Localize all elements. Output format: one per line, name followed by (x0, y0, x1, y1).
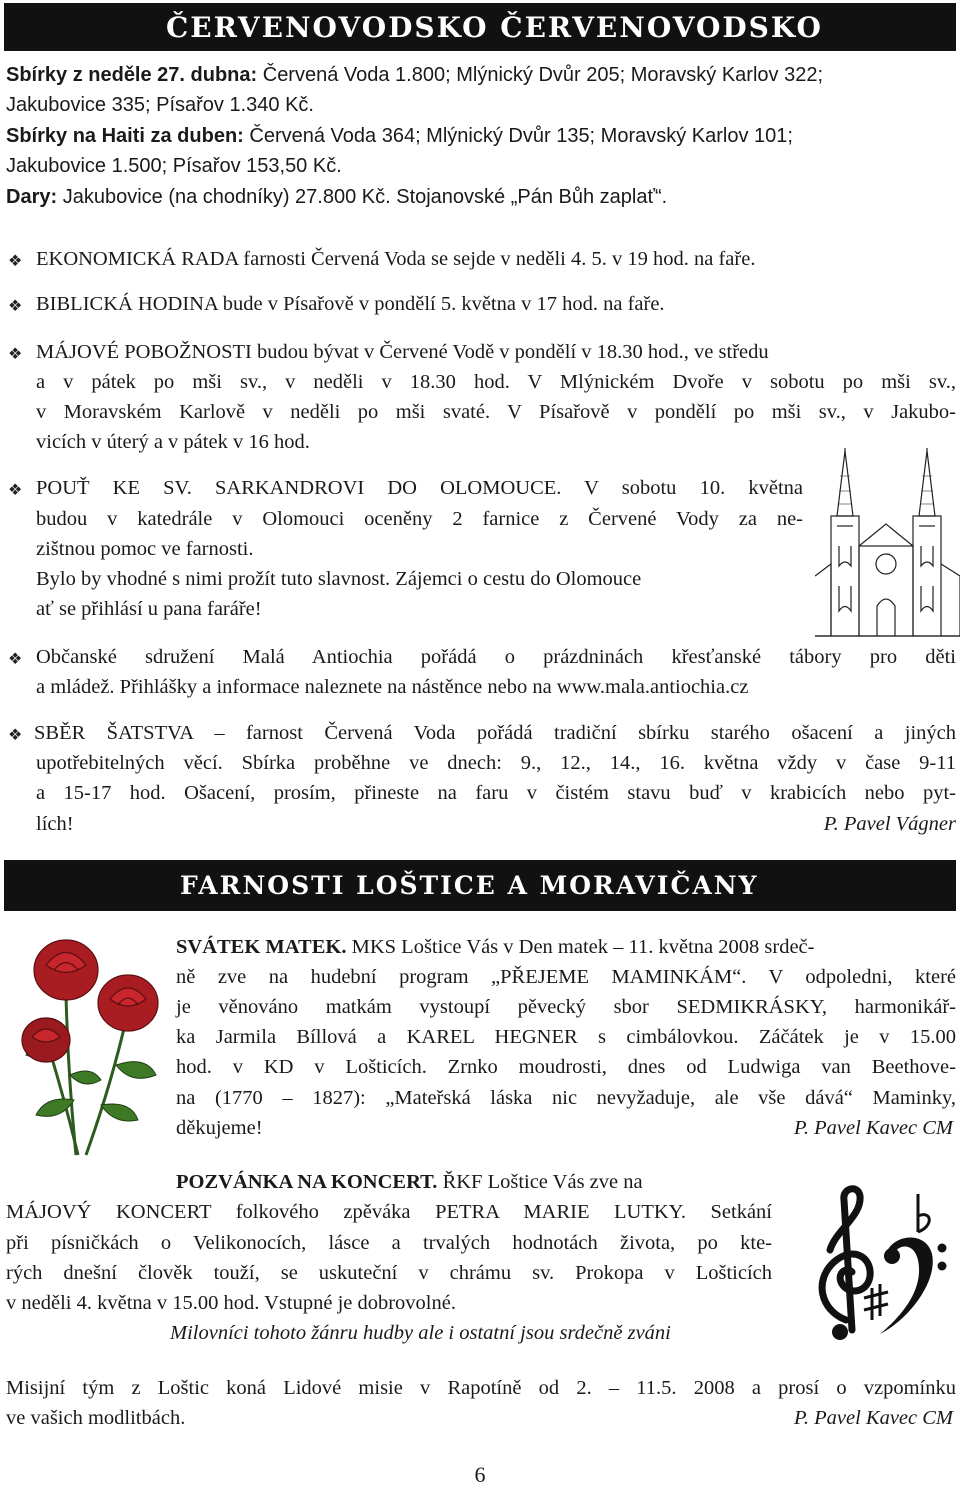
svatek-line-4: ka Jarmila Bíllová a KAREL HEGNER s cimbálovkou. Záčátek je v 15.00 (176, 1026, 956, 1048)
pout-line-1: POUŤ KE SV. SARKANDROVI DO OLOMOUCE. V sobotu 10. května (36, 477, 803, 499)
svatek-line-2: ně zve na hudební program „PŘEJEME MAMINKÁM“. V odpoledni, které (176, 966, 956, 988)
mise-line-1: Misijní tým z Loštic koná Lidové misie v Rapotíně od 2. – 11.5. 2008 a prosí o vzpomínku (6, 1377, 956, 1399)
bullet-icon: ❖ (8, 482, 23, 499)
haiti-line-2: Jakubovice 1.500; Písařov 153,50 Kč. (6, 155, 342, 177)
majove-line-1: MÁJOVÉ POBOŽNOSTI budou bývat v Červené Vodě v pondělí v 18.30 hod., ve středu (36, 341, 769, 363)
antiochia-line-2: a mládež. Přihlášky a informace naleznete na nástěnce nebo na www.mala.antiochia.cz (36, 676, 749, 698)
sbirky-line-1: Sbírky z neděle 27. dubna: Červená Voda 1.800; Mlýnický Dvůr 205; Moravský Karlov 322; (6, 64, 824, 86)
haiti-line-1: Sbírky na Haiti za duben: Červená Voda 364; Mlýnický Dvůr 135; Moravský Karlov 101; (6, 125, 793, 147)
bullet-icon: ❖ (8, 253, 23, 270)
majove-line-3: v Moravském Karlově v neděli po mši svaté. V Písařově v pondělí po mši sv., v Jakubo- (36, 401, 956, 423)
satstvo-line-3: a 15-17 hod. Ošacení, prosím, přineste na faru v čistém stavu buď v krabicích nebo pyt- (36, 782, 956, 804)
svatek-line-5: hod. v KD v Lošticích. Zrnko moudrosti, dnes od Ludwiga van Beethove- (176, 1056, 956, 1078)
svatek-line-1: SVÁTEK MATEK. MKS Loštice Vás v Den matek – 11. května 2008 srdeč- (176, 936, 815, 958)
ekonomicka-rada: EKONOMICKÁ RADA farnosti Červená Voda se sejde v neděli 4. 5. v 19 hod. na faře. (36, 248, 756, 270)
roses-illustration (6, 925, 168, 1157)
biblicka-hodina: BIBLICKÁ HODINA bude v Písařově v pondělí 5. května v 17 hod. na faře. (36, 293, 665, 315)
bullet-icon: ❖ (8, 727, 23, 744)
satstvo-line-4: lích! (36, 813, 74, 835)
pout-line-4: Bylo by vhodné s nimi prožít tuto slavnost. Zájemci o cestu do Olomouce (36, 568, 642, 590)
majove-line-2: a v pátek po mši sv., v neděli v 18.30 hod. V Mlýnickém Dvoře v sobotu po mši sv., (36, 371, 956, 393)
satstvo-line-1: SBĚR ŠATSTVA – farnost Červená Voda pořádá tradiční sbírku starého ošacení a jiných (34, 722, 956, 744)
mise-signature: P. Pavel Kavec CM (793, 1407, 953, 1429)
section-title: ČERVENOVODSKO ČERVENOVODSKO (166, 10, 823, 44)
satstvo-line-2: upotřebitelných věcí. Sbírka proběhne ve dnech: 9., 12., 14., 16. května vždy v čase 9-11 (36, 752, 956, 774)
cathedral-illustration (815, 446, 960, 646)
section-header-cervenovodsko (4, 3, 956, 51)
bullet-icon: ❖ (8, 346, 23, 363)
page-number: 6 (474, 1462, 486, 1487)
sbirky-line-2: Jakubovice 335; Písařov 1.340 Kč. (6, 94, 314, 116)
antiochia-line-1: Občanské sdružení Malá Antiochia pořádá o prázdninách křesťanské tábory pro děti (36, 646, 956, 668)
pout-line-3: zištnou pomoc ve farnosti. (36, 538, 254, 560)
pout-line-5: ať se přihlásí u pana faráře! (36, 598, 262, 620)
satstvo-signature: P. Pavel Vágner (823, 813, 956, 835)
section-title: FARNOSTI LOŠTICE A MORAVIČANY (180, 871, 759, 900)
music-clefs-illustration (800, 1180, 958, 1350)
koncert-line-3: při písničkách o Velikonocích, lásce a trvalých hodnotách života, po kte- (6, 1232, 772, 1254)
mise-line-2: ve vašich modlitbách. (6, 1407, 186, 1429)
dary-line: Dary: Jakubovice (na chodníky) 27.800 Kč. Stojanovské „Pán Bůh zaplať“. (6, 186, 668, 208)
bullet-icon: ❖ (8, 298, 23, 315)
koncert-line-4: rých dnešní člověk touží, se uskuteční v chrámu sv. Prokopa v Lošticích (6, 1262, 772, 1284)
svatek-line-6: na (1770 – 1827): „Mateřská láska nic nevyžaduje, ale vše dává“ Maminky, (176, 1087, 956, 1109)
majove-line-4: vicích v úterý a v pátek v 16 hod. (36, 431, 310, 453)
koncert-invitation: Milovníci tohoto žánru hudby ale i ostatní jsou srdečně zváni (170, 1322, 671, 1344)
section-header-lostice (4, 860, 956, 911)
svatek-signature: P. Pavel Kavec CM (793, 1117, 953, 1139)
svatek-line-3: je věnováno matkám vystoupí pěvecký sbor SEDMIKRÁSKY, harmonikář- (176, 996, 956, 1018)
bullet-icon: ❖ (8, 651, 23, 668)
koncert-line-2: MÁJOVÝ KONCERT folkového zpěváka PETRA MARIE LUTKY. Setkání (6, 1201, 772, 1223)
svatek-line-7: děkujeme! (176, 1117, 263, 1139)
pout-line-2: budou v katedrále v Olomouci oceněny 2 farnice z Červené Vody za ne- (36, 508, 803, 530)
koncert-line-5: v neděli 4. května v 15.00 hod. Vstupné je dobrovolné. (6, 1292, 456, 1314)
koncert-line-1: POZVÁNKA NA KONCERT. ŘKF Loštice Vás zve na (176, 1171, 643, 1193)
